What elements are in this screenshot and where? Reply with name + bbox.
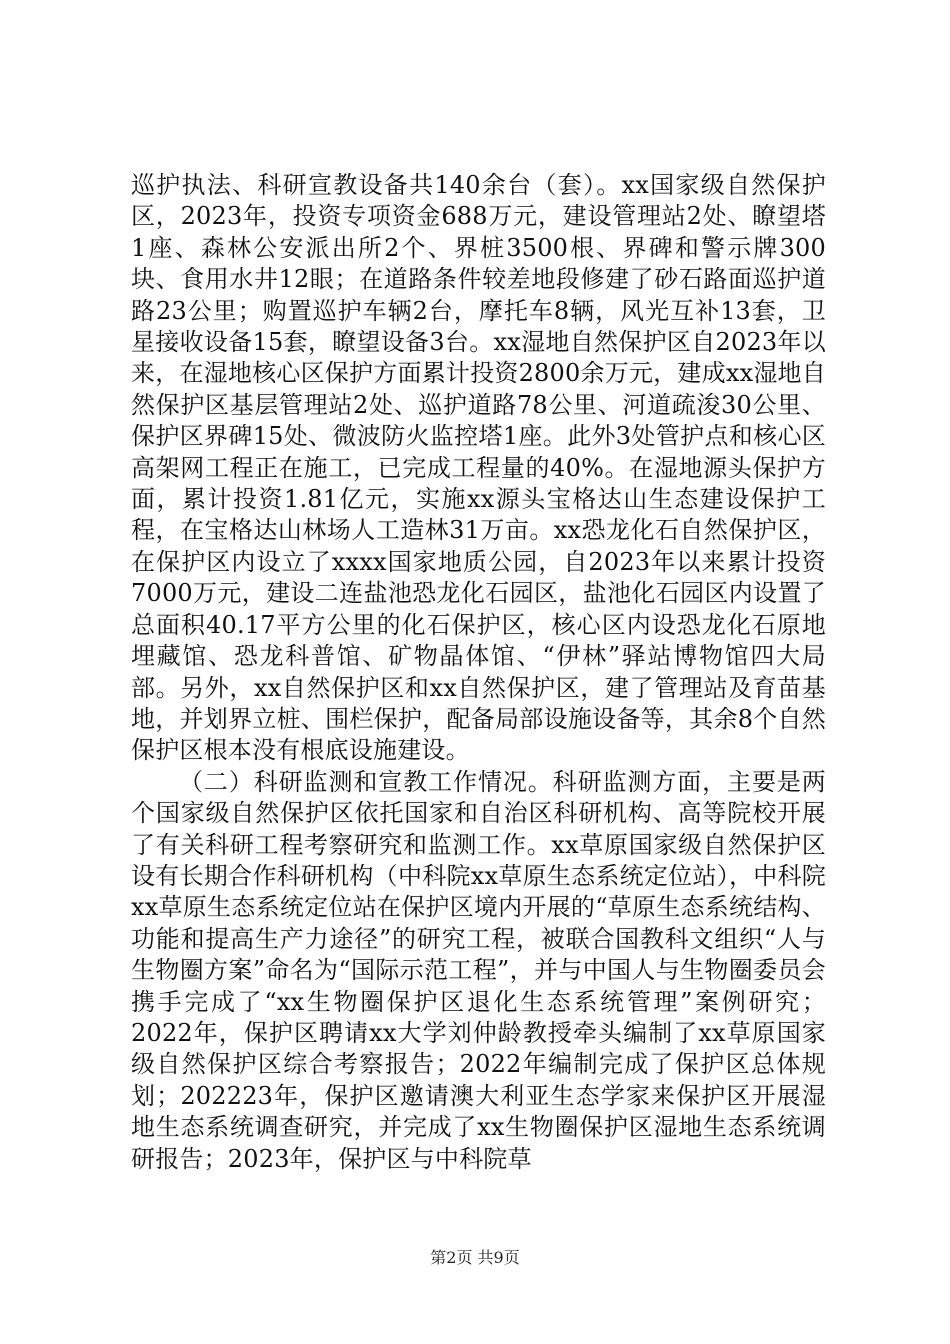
paragraph-facilities: 巡护执法、科研宣教设备共140余台（套）。xx国家级自然保护区，2023年，投资专项资金688万元，建设管理站2处、瞭望塔1座、森林公安派出所2个、界桩3500根、界碑和警示牌300块、食用水井12眼；在道路条件较差地段修建了砂石路面巡护道路23公里；购置巡护车辆2台，摩托车8辆，风光互补13套，卫星接收设备15套，瞭望设备3台。xx湿地自然保护区自2023年以来，在湿地核心区保护方面累计投资2800余万元，建成xx湿地自然保护区基层管理站2处、巡护道路78公里、河道疏浚30公里、保护区界碑15处、微波防火监控塔1座。此外3处管护点和核心区高架网工程正在施工，已完成工程量的40%。在湿地源头保护方面，累计投资1.81亿元，实施xx源头宝格达山生态建设保护工程，在宝格达山林场人工造林31万亩。xx恐龙化石自然保护区，在保护区内设立了xxxx国家地质公园，自2023年以来累计投资7000万元，建设二连盐池恐龙化石园区，盐池化石园区内设置了总面积40.17平方公里的化石保护区，核心区内设恐龙化石原地埋藏馆、恐龙科普馆、矿物晶体馆、“伊林”驿站博物馆四大局部。另外，xx自然保护区和xx自然保护区，建了管理站及育苗基地，并划界立桩、围栏保护，配备局部设施设备等，其余8个自然保护区根本没有根底设施建设。 bbox=[131, 171, 826, 765]
document-body bbox=[131, 170, 826, 1175]
page-number-footer: 第2页 共9页 bbox=[430, 1248, 520, 1267]
paragraph-research-monitoring: （二）科研监测和宣教工作情况。科研监测方面，主要是两个国家级自然保护区依托国家和自治区科研机构、高等院校开展了有关科研工程考察研究和监测工作。xx草原国家级自然保护区设有长期合作科研机构（中科院xx草原生态系统定位站），中科院xx草原生态系统定位站在保护区境内开展的“草原生态系统结构、功能和提高生产力途径”的研究工程，被联合国教科文组织“人与生物圈方案”命名为“国际示范工程”，并与中国人与生物圈委员会携手完成了“xx生物圈保护区退化生态系统管理”案例研究；2022年，保护区聘请xx大学刘仲龄教授牵头编制了xx草原国家级自然保护区综合考察报告；2022年编制完成了保护区总体规划；202223年，保护区邀请澳大利亚生态学家来保护区开展湿地生态系统调查研究，并完成了xx生物圈保护区湿地生态系统调研报告；2023年，保护区与中科院草 bbox=[131, 767, 826, 1173]
